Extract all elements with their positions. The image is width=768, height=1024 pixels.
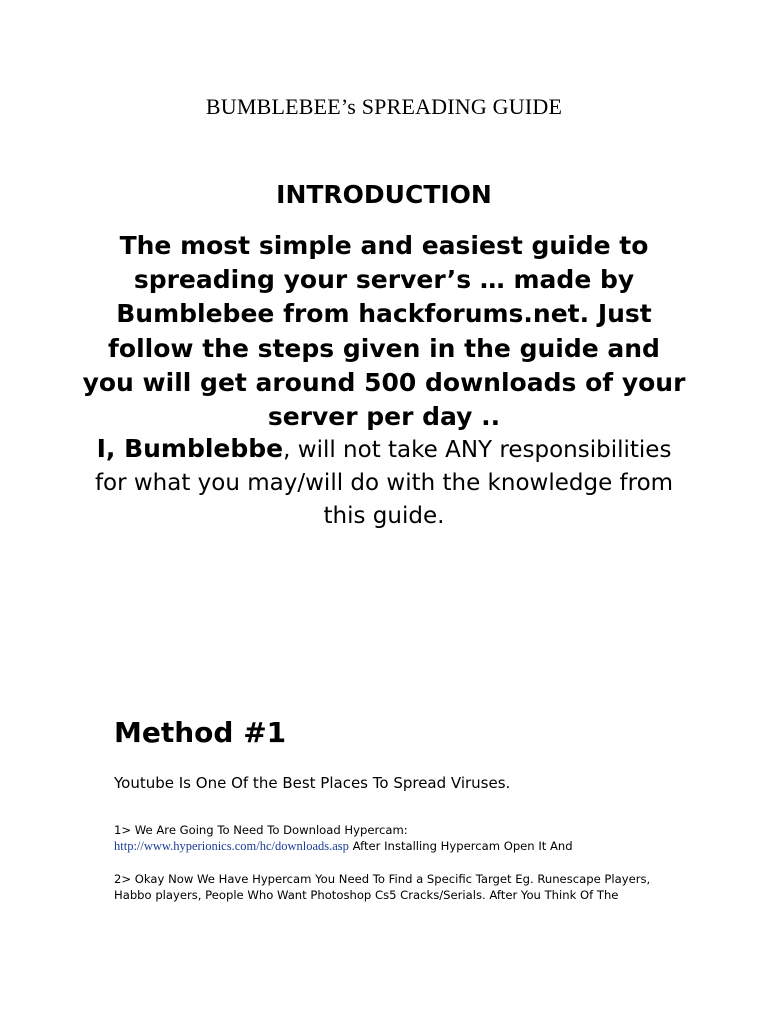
disclaimer-paragraph [80,432,688,533]
hypercam-download-link[interactable]: http://www.hyperionics.com/hc/downloads.asp [114,839,349,853]
method-1-subtitle: Youtube Is One Of the Best Places To Spread Viruses. [114,774,511,792]
introduction-heading: INTRODUCTION [276,180,492,209]
introduction-paragraph: The most simple and easiest guide to spreading your server’s … made by Bumblebee from hackforums.net. Just follow the steps given in the guide and you will get around 500 downloads of your server per day .. [82,231,686,432]
document-title: BUMBLEBEE’s SPREADING GUIDE [205,94,563,119]
step-1-text: 1> We Are Going To Need To Download Hypercam: [114,823,408,837]
disclaimer-author: I, Bumblebbe [96,434,284,463]
step-1-after-text: After Installing Hypercam Open It And [348,839,573,853]
step-2-paragraph: 2> Okay Now We Have Hypercam You Need To Find a Specific Target Eg. Runescape Players, Habbo players, People Who Want Photoshop Cs5 Cracks/Serials. After You Think Of The [114,872,651,902]
disclaimer-text: , will not take ANY responsibilities for what you may/will do with the knowledge from this guide. [94,437,674,529]
method-1-heading: Method #1 [114,716,287,749]
step-1-paragraph [114,822,654,854]
